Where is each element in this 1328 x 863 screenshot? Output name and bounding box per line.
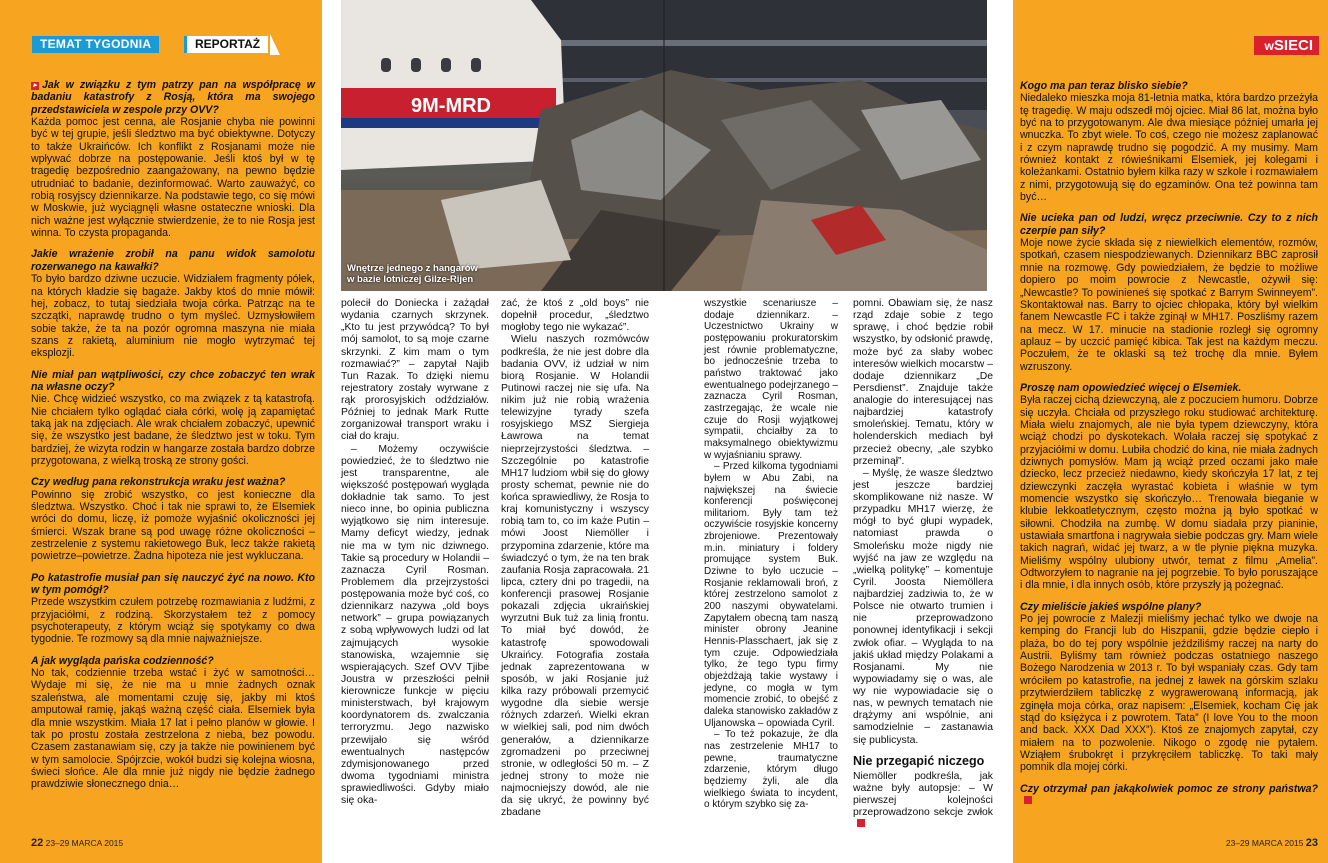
interview-answer: Każda pomoc jest cenna, ale Rosjanie chyba nie powinni być w tej grupie, jeśli śledztwo ma być obiektywne. Dotyczy to także Ukraińców. Ich konflikt z Rosjanami może nie wpływać dobrze na postępowanie. Jeśli ktoś był w tę tragedię bezpośrednio zaangażowany, na pewno będzie utrudniać to badanie, dezinformować. Warto zauważyć, co robią rosyjscy dziennikarze. Na podstawie tego, co się mówi w Moskwie, już wyciągnęli własne ostateczne wnioski. Dla nich ważne jest wyłącznie stwierdzenie, że to nie Rosja jest winna. To czysta propaganda. — [31, 116, 315, 240]
continue-marker-icon — [857, 819, 865, 827]
question-text: Jak w związku z tym patrzy pan na współpracę w badaniu katastrofy z Rosją, która ma swojego przedstawiciela w zespole przy OVV? — [31, 79, 315, 116]
interview-answer: To było bardzo dziwne uczucie. Widziałem fragmenty półek, na których kładzie się bagaże. Jakby ktoś do mnie mówił: hej, zobacz, to tutaj siedziała twoja córka. Patrząc na te szczątki, naprawdę trudno o tym myśleć. Uzmysłowiłem sobie także, że ta na pozór ogromna maszyna nie miała szans z rakietą, aluminium nie mogło wytrzymać tej eksplozji. — [31, 273, 315, 360]
interview-question: Czy według pana rekonstrukcja wraku jest ważna? — [31, 476, 286, 489]
article-paragraph: – Myślę, że wasze śledztwo jest jeszcze bardziej skomplikowane niż nasze. W przypadku MH17 wierzę, że mógł to być głupi wypadek, natomiast prawda o Smoleńsku może nigdy nie wyjść na jaw ze względu na „wielką politykę” – komentuje Cyril. Joosta Niemöllera najbardziej zadziwia to, że w Polsce nie otwarto trumien i nie przeprowadzono ponownej identyfikacji i sekcji zwłok ofiar. – Wygląda to na jakiś układ między Polakami a Rosjanami. My nie wypowiadamy się o was, ale wy nie wypowiadacie się o nas, w pewnych tematach nie drążymy ani wspólnie, ani samodzielnie – zastanawia się publicysta. — [853, 467, 993, 746]
article-column-3 — [501, 298, 649, 819]
subheading: Nie przegapić niczego — [853, 753, 985, 768]
article-column-5 — [853, 298, 993, 831]
article-paragraph: Wielu naszych rozmówców podkreśla, że nie jest dobre dla badania OVV, iż udział w nim biorą Rosjanie. W Holandii Putinowi raczej nie się ufa. Na nikim już nie robią wrażenia telewizyjne tyrady szefa rosyjskiego MSZ Siergieja Ławrowa na temat nieprzejrzystości śledztwa. – Szczególnie po katastrofie MH17 ludziom wbił się do głowy prosty schemat, pewnie nie do końca sprawiedliwy, że Rosja to kraj komunistyczny i wszyscy robią tam to, co im każe Putin – mówi Joost Niemöller i przypomina zdarzenie, które ma świadczyć o tym, że na ten brak zaufania Rosja zapracowała. 21 lipca, cztery dni po tragedii, na konferencji prasowej Rosjanie pokazali zdjęcia ukraińskiej wyrzutni Buk tuż za linią frontu. To miał być dowód, że katastrofę spowodowali Ukraińcy. Fotografia została jednak zaprezentowana w sposób, w jaki Rosjanie już kilka razy próbowali przemycić wygodne dla siebie wersje różnych zdarzeń. Wielki ekran w wielkiej sali, pod nim dwóch generałów, a dziennikarze zgromadzeni po przeciwnej stronie, w odległości 50 m. – Z jednej strony to może nie najmocniejszy dowód, ale nie da się ukryć, że powinny być zbadane — [501, 334, 649, 819]
interview-answer: Niedaleko mieszka moja 81-letnia matka, która bardzo przeżyła tę tragedię. W maju odszedł mój ojciec. Miał 86 lat, można było być na to przygotowanym. Ale dwa miesiące później umarła jej wnuczka. To zbyt wiele. To coś, czego nie możesz zaplanować i z czym naprawdę trudno się pogodzić. A my musimy. Mam również kontakt z rówieśnikami Elsemiek, jej kolegami i koleżankami. Ostatnio byłem kilka razy w szkole i rozmawiałem z nimi, przygotowują się do egzaminów. Ona też powinna tam być… — [1020, 92, 1318, 204]
article-paragraph: pomni. Obawiam się, że nasz rząd zdaje sobie z tego sprawę, i choć będzie robił wszystko, by odsłonić prawdę, może być za słaby wobec interesów wielkich mocarstw – dodaje dziennikarz „De Persdienst”. Znajduje także analogie do interesującej nas najbardziej katastrofy smoleńskiej. Tematu, który w holenderskich mediach był przecież obecny, „ale szybko przeminął”. — [853, 298, 993, 467]
article-paragraph: wszystkie scenariusze – dodaje dziennikarz. – Uczestnictwo Ukrainy w postępowaniu prokuratorskim jest równie problematyczne, bo jednocześnie trzeba to państwo traktować jako ewentualnego podejrzanego – zaznacza Cyril Rosman, zastrzegając, że wcale nie czuje do Rosji wyjątkowej sympatii, chciałby za to maksymalnego obiektywizmu w wyjaśnianiu sprawy. — [704, 298, 838, 461]
page-number: 23 — [1305, 837, 1318, 849]
article-paragraph: polecił do Doniecka i zażądał wydania czarnych skrzynek. „Kto tu jest przywódcą? To był mój samolot, to są moje czarne skrzynki. Z kim mam o tym rozmawiać?” – zapytał Najib Tun Razak. To dzięki niemu rejestratory zostały wyrwane z rąk prorosyjskich odździałów. Później to jednak Mark Rutte zorganizował transport wraku i ciał do kraju. — [341, 298, 489, 443]
interview-answer: Powinno się zrobić wszystko, co jest konieczne dla śledztwa. Wszystko. Choć i tak nie sprawi to, że Elsemiek wróci do domu, liczę, iż pomoże wyjaśnić okoliczności jej śmierci. Wszak brane są pod uwagę różne okoliczności – zestrzelenie z systemu rakietowego Buk, lecz także rakietą powietrze–powietrze. Żadna hipoteza nie jest wykluczana. — [31, 488, 315, 563]
interview-question — [1020, 783, 1318, 808]
fuselage-section — [341, 0, 566, 170]
wreckage-illustration — [341, 0, 987, 291]
interview-answer: Moje nowe życie składa się z niewielkich elementów, rozmów, spotkań, czasem niespodziewanych. Dziennikarz BBC zaprosił mnie na rozmowę. Gdy powiedziałem, że będzie to możliwe dopiero po moim powrocie z Newcastle, ożywił się: „Newcastle? To powinieneś się spotkać z Barrym Swinneyem”. Skontaktował nas. Barry to ojciec chłopaka, który był wielkim fanem Newcastle FC i także zginął w MH17. Poszliśmy razem na mecz. W 17. minucie na stadionie rozległ się ogromny aplauz – by uczcić pamięć kibica. Tak jest na każdym meczu. Poczułem, że te oklaski są też trochę dla mnie. Byłem wzruszony. — [1020, 237, 1318, 373]
right-footer — [1226, 837, 1318, 849]
caption-line: Wnętrze jednego z hangarów — [347, 263, 478, 274]
hangar-wreckage-photo — [341, 0, 987, 291]
article-paragraph — [853, 771, 993, 832]
article-paragraph: – Możemy oczywiście powiedzieć, że to śledztwo nie jest transparentne, ale większość postępowań wygląda dokładnie tak samo. To jest nieco inne, bo opinia publiczna wyjątkowo się nim interesuje. Mamy deficyt wiedzy, jednak nie ma w tym nic dziwnego. Takie są procedury w Holandii – zaznacza Cyril Rosman. Problemem dla przejrzystości postępowania może być coś, co dziennikarz nazywa „old boys network” – grupa powiązanych z sobą wpływowych ludzi od lat zajmujących wysokie stanowiska, wzajemnie się wspierających. Szef OVV Tjibe Joustra w przeszłości pełnił kierownicze funkcje w pięciu ministerstwach, był krajowym koordynatorem ds. zwalczania terroryzmu. Jego nazwisko przewijało się wśród ewentualnych następców zdymisjonowanego przed dwoma tygodniami ministra sprawiedliwości. Gdyby miało się oka- — [341, 443, 489, 807]
aircraft-registration: 9M-MRD — [411, 95, 491, 117]
section-tag: TEMAT TYGODNIA — [32, 36, 159, 53]
issue-date: 23–29 MARCA 2015 — [1225, 838, 1304, 848]
interview-question: Jakie wrażenie zrobił na panu widok samolotu rozerwanego na kawałki? — [31, 248, 315, 273]
logo-prefix: w — [1264, 39, 1274, 53]
logo-main: SIECI — [1273, 37, 1313, 54]
article-paragraph-text: Niemöller podkreśla, jak ważne były autopsje: – W pierwszej kolejności przeprowadzono sekcje zwłok — [853, 770, 993, 819]
article-paragraph: zać, że ktoś z „old boys” nie dopełnił procedur, „śledztwo mogłoby tego nie wykazać”. — [501, 298, 649, 334]
article-paragraph: – Przed kilkoma tygodniami byłem w Abu Zabi, na największej na świecie konferencji poświęconej militariom. Były tam też oczywiście rosyjskie koncerny zbrojeniowe. Prezentowały m.in. miniatury i foldery promujące system Buk. Dziwne to było uczucie – Rosjanie reklamowali broń, z której zestrzelono samolot z 200 naszymi obywatelami. Zapytałem obecną tam naszą minister obrony Jeanine Hennis-Plasschaert, jak się z tym czuje. Odpowiedziała tylko, że tego typu firmy objeżdżają takie wystawy i jedyne, co mogła w tym momencie zrobić, to obejść z daleka stanowisko zakładów z Uljanowska – opowiada Cyril. — [704, 461, 838, 729]
interview-column-right — [1020, 80, 1318, 807]
interview-answer: Była raczej cichą dziewczyną, ale z poczuciem humoru. Dobrze się uczyła. Chciała od przyszłego roku studiować architekturę. Miała wielu znajomych, ale nie była typem dziewczyny, która wciąż chodzi po dyskotekach. Wolała raczej się spotykać z przyjaciółmi w domu. Lubiła chodzić do kina, nie miała żadnych dziwnych pomysłów. Mam ją wciąż przed oczami jako małe dziecko, lecz przecież niedawno, kiedy skończyła 17 lat, z tej dziewczynki zaczęła wyrastać kobieta i właśnie w tym momencie wszystko się skończyło… Trenowała bieganie w klubie lekkoatletycznym, często można ją było spotkać w siłowni. Chodziła na zumbę. W domu siadała przy pianinie, ustawiała smartfona i nagrywała siebie podczas gry. Mam wiele takich nagrań, widać jej twarz, a w tle płynie piękna muzyka. Mieliśmy wspólny ulubiony utwór, temat z filmu „Amelia”. Odtworzyłem to nagranie na jej pogrzebie. To było poruszające i dla mnie, i dla innych osób, które przyszły ją pożegnać. — [1020, 394, 1318, 592]
caption-line: w bazie lotniczej Gilze-Rijen — [347, 274, 474, 285]
interview-question: Proszę nam opowiedzieć więcej o Elsemiek. — [1020, 381, 1242, 394]
interview-question: Kogo ma pan teraz blisko siebie? — [1020, 80, 1188, 92]
article-column-2 — [341, 298, 489, 807]
article-column-4 — [704, 298, 838, 811]
page-gutter — [663, 0, 665, 291]
left-footer — [31, 837, 123, 849]
interview-answer: Po jej powrocie z Malezji mieliśmy jechać tylko we dwoje na kemping do Francji lub do Hiszpanii, gdzie będzie ciepło i plaża, bo do tej pory wspólnie jeździliśmy raczej na narty do Austrii. Byliśmy tam również podczas ostatniego naszego Bożego Narodzenia w 2013 r. To był wspaniały czas. Gdy tam wróciłem po katastrofie, na jednej z ławek na górskim szlaku przytwierdziłem tabliczkę z wygrawerowaną informacją, jak zginęła moja córka, oraz napisem: „Elsemiek, kocham Cię jak stąd do księżyca i z powrotem. Tata” (I love You to the moon and back. XXX Dad XXX”). Ktoś ze znajomych zapytał, czy miałem na to pozwolenie. Nikogo o zgodę nie pytałem. Wziąłem śrubokręt i przykręciłem tabliczkę. To taki mały pomnik dla mojej córki. — [1020, 613, 1318, 774]
interview-question: A jak wygląda pańska codzienność? — [31, 654, 214, 667]
interview-answer: No tak, codziennie trzeba wstać i żyć w samotności… Wydaje mi się, że nie ma u mnie żadnych oznak szaleństwa, ale momentami czuję się, jakby mi ktoś amputował ramię, jakąś ważną część ciała. Elsemiek była dla mnie wszystkim. Miała 17 lat i pełno planów w głowie. I tak po prostu została zestrzelona z nieba, bez powodu. Czasem zastanawiam się, czy ja także nie powinienem być w tym samolocie. Spójrzcie, wokół budzi się kolejna wiosna, świeci słońce. Ale dla mnie już nigdy nie będzie żadnego prawdziwie słonecznego dnia… — [31, 667, 315, 791]
continue-marker-icon — [1024, 796, 1032, 804]
article-paragraph: – To też pokazuje, że dla nas zestrzelenie MH17 to pewne, traumatyczne zdarzenie, którym długo będziemy żyli, ale dla wielkiego świata to incydent, o którym szybko się za- — [704, 729, 838, 811]
interview-question — [31, 79, 315, 116]
interview-question: Nie miał pan wątpliwości, czy chce zobaczyć ten wrak na własne oczy? — [31, 368, 315, 393]
fuselage-blue-stripe — [341, 118, 556, 128]
interview-answer: Przede wszystkim czułem potrzebę rozmawiania z ludźmi, z przyjaciółmi, z rodziną. Skorzystałem też z pomocy psychoterapeuty, z którym wciąż się spotykamy co dwa tygodnie. Te rozmowy są dla mnie najważniejsze. — [31, 596, 315, 646]
interview-column-left — [31, 79, 315, 791]
interview-question: Nie ucieka pan od ludzi, wręcz przeciwnie. Czy to z nich czerpie pan siły? — [1020, 212, 1318, 237]
page-number: 22 — [31, 837, 44, 849]
subsection-tag-slant — [270, 34, 280, 55]
issue-date: 23–29 MARCA 2015 — [45, 838, 124, 848]
interview-question: Czy mieliście jakieś wspólne plany? — [1020, 600, 1202, 613]
interview-question: Po katastrofie musiał pan się nauczyć żyć na nowo. Kto w tym pomógł? — [31, 571, 315, 597]
photo-caption — [347, 263, 478, 285]
question-marker-icon: ▸ — [31, 82, 39, 90]
interview-answer: Nie. Chcę widzieć wszystko, co ma związek z tą katastrofą. Nie chciałem tylko oglądać ciała córki, wolę ją zapamiętać taką jak na zdjęciach. Ale wrak chciałem zobaczyć, upewnić się, że wszystko jest badane, że śledztwo jest w toku. Tym bardziej, że wizyta rodzin w hangarze została bardzo dobrze przygotowana, z wielką troską ze strony gości. — [31, 393, 315, 467]
magazine-logo — [1254, 36, 1319, 55]
question-text: Czy otrzymał pan jakąkolwiek pomoc ze strony państwa? — [1020, 782, 1318, 795]
subsection-tag: REPORTAŻ — [184, 36, 268, 53]
